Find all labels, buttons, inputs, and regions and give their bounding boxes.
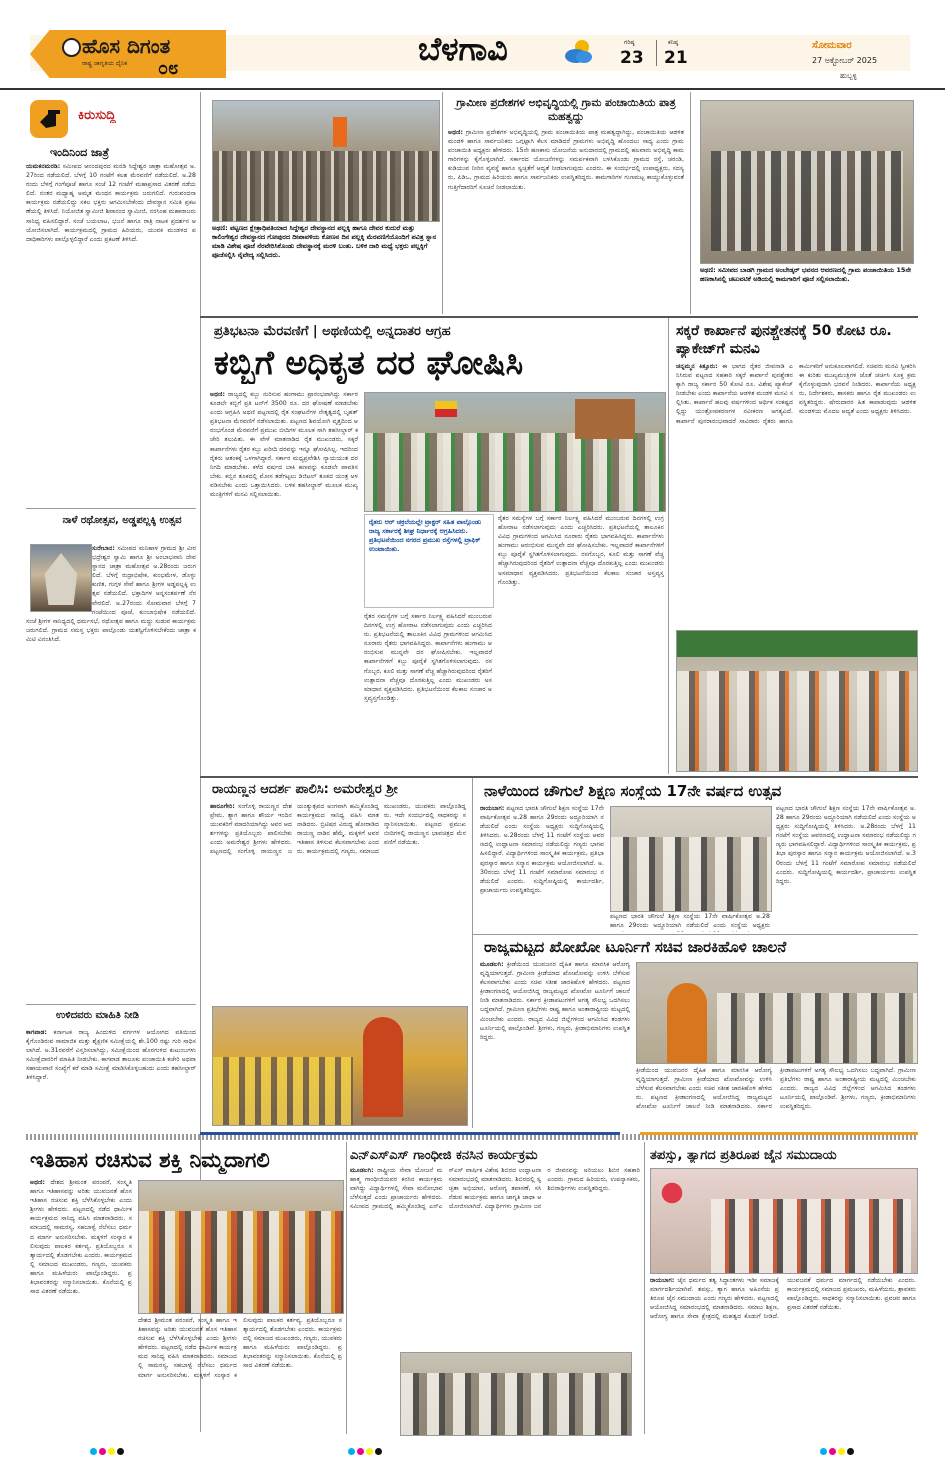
brief-dateline: ಯಮಕನಮರಡಿ: — [26, 163, 61, 170]
sugar-meeting-photo — [676, 630, 918, 772]
column-divider — [644, 1142, 645, 1434]
nss-dateline: ಮೂಡಲಗಿ: — [350, 1167, 374, 1174]
issue-date: 27 ಅಕ್ಟೋಬರ್ 2025 — [812, 56, 878, 65]
jain-title: ತಪಸ್ಸು, ತ್ಯಾಗದ ಪ್ರತಿರೂಪ ಜೈನ ಸಮುದಾಯ — [650, 1148, 837, 1163]
section-rule — [200, 776, 918, 778]
logo-tagline: ರಾಷ್ಟ್ರ ಜಾಗೃತಿಯ ದೈನಿಕ — [82, 60, 128, 67]
khokho-title: ರಾಜ್ಯಮಟ್ಟದ ಖೋಖೋ ಟೂರ್ನಿಗೆ ಸಚಿವ ಜಾರಕಿಹೊಳಿ ಚಾಲನೆ — [484, 938, 787, 956]
black-dot — [375, 1448, 382, 1455]
nss-body — [350, 1166, 640, 1346]
main-text: ರಾಜ್ಯದಲ್ಲಿ ಕಬ್ಬು ನುರಿಸುವ ಹಂಗಾಮು ಪ್ರಾರಂಭವಾಗಿದ್ದು ಸರ್ಕಾರ ಕೂಡಲೇ ಕಬ್ಬಿಗೆ ಪ್ರತಿ ಟನ್‌ಗೆ 3500 ರೂ. ದರ ಘೋಷಣೆ ಮಾಡಬೇಕು ಎಂದು ಆಗ್ರಹಿಸಿ ಅಥಣಿ ಪಟ್ಟಣದಲ್ಲಿ ರೈತ ಸಂಘಟನೆಗಳ ನೇತೃತ್ವದಲ್ಲಿ ಬೃಹತ್ ಪ್ರತಿಭಟನಾ ಮೆರವಣಿಗೆ ನಡೆಸಲಾಯಿತು. ಪಟ್ಟಣದ ಶಿವಯೋಗಿ ವೃತ್ತದಿಂದ ಆರಂಭಗೊಂಡ ಮೆರವಣಿಗೆ ಪ್ರಮುಖ ಬೀದಿಗಳ ಮೂಲಕ ಸಾಗಿ ತಹಸೀಲ್ದಾರ್ ಕಚೇರಿ ತಲುಪಿತು. ಈ ವೇಳೆ ಮಾತನಾಡಿದ ರೈತ ಮುಖಂಡರು, ಸಕ್ಕರೆ ಕಾರ್ಖಾನೆಗಳು ರೈತರ ಕಬ್ಬು ಖರೀದಿ ದರವನ್ನು ಇನ್ನೂ ಘೋಷಿಸಿಲ್ಲ. ಇದರಿಂದ ರೈತರು ಆತಂಕಕ್ಕೆ ಒಳಗಾಗಿದ್ದಾರೆ. ಸರ್ಕಾರ ಮಧ್ಯಪ್ರವೇಶಿಸಿ ನ್ಯಾಯಯುತ ದರ ನಿಗದಿ ಮಾಡಬೇಕು. ಕಳೆದ ವರ್ಷದ ಬಾಕಿ ಹಣವನ್ನು ಕೂಡಲೇ ಪಾವತಿಸಬೇಕು. ಕಬ್ಬಿನ ತೂಕದಲ್ಲಿ ಮೋಸ ತಡೆಗಟ್ಟಲು ಡಿಜಿಟಲ್ ತೂಕದ ಯಂತ್ರ ಅಳವಡಿಸಬೇಕು ಎಂದು ಒತ್ತಾಯಿಸಿದರು. ಬಳಿಕ ತಹಸೀಲ್ದಾರ್ ಮೂಲಕ ಮುಖ್ಯಮಂತ್ರಿಗಳಿಗೆ ಮನವಿ ಸಲ್ಲಿಸಲಾಯಿತು. — [210, 391, 358, 499]
brief-title: ಇಂದಿನಿಂದ ಜಾತ್ರೆ — [50, 146, 110, 159]
sugar-dateline: ಚನ್ನಮ್ಮನ ಕಿತ್ತೂರು: — [676, 363, 718, 370]
column-divider — [346, 1142, 347, 1434]
bottom-accent-left — [200, 1132, 620, 1135]
chougule-body-under — [610, 912, 770, 932]
itihasa-text: ದೇಶದ ಶ್ರೀಮಂತ ಪರಂಪರೆ, ಸಂಸ್ಕೃತಿ ಹಾಗೂ ಇತಿಹಾಸವನ್ನು ಅರಿತು ಯುವಜನತೆ ಹೊಸ ಇತಿಹಾಸ ರಚಿಸುವ ಶಕ್ತಿ ಬೆಳೆಸಿಕೊಳ್ಳಬೇಕು ಎಂದು ಶ್ರೀಗಳು ಹೇಳಿದರು. ಪಟ್ಟಣದಲ್ಲಿ ನಡೆದ ಧಾರ್ಮಿಕ ಕಾರ್ಯಕ್ರಮದ ಸಾನಿಧ್ಯ ವಹಿಸಿ ಮಾತನಾಡಿದರು. ಸಮಾಜದಲ್ಲಿ ಸಾಮರಸ್ಯ, ಸಹಬಾಳ್ವೆ ನೆಲೆಸಲು ಧರ್ಮದ ಮಾರ್ಗ ಅನುಸರಿಸಬೇಕು. ಮಕ್ಕಳಿಗೆ ಸಂಸ್ಕಾರ ಕಲಿಸುವುದು ಪಾಲಕರ ಕರ್ತವ್ಯ. ಪ್ರತಿಯೊಬ್ಬರೂ ಸತ್ಕಾರ್ಯದಲ್ಲಿ ತೊಡಗಬೇಕು ಎಂದರು. ಕಾರ್ಯಕ್ರಮದಲ್ಲಿ ಸಮಾಜದ ಮುಖಂಡರು, ಗಣ್ಯರು, ಯುವಕರು ಹಾಗೂ ಮಹಿಳೆಯರು ಪಾಲ್ಗೊಂಡಿದ್ದರು. ಪ್ರತಿಭಾವಂತರನ್ನು ಸನ್ಮಾನಿಸಲಾಯಿತು. ಕೊನೆಯಲ್ಲಿ ಪ್ರಸಾದ ವಿತರಣೆ ನಡೆಯಿತು. — [138, 1317, 342, 1379]
print-registration-dots — [348, 1440, 384, 1459]
flag-shape — [435, 401, 457, 417]
yellow-dot — [108, 1448, 115, 1455]
nss-text: ರಾಷ್ಟ್ರೀಯ ಸೇವಾ ಯೋಜನೆ ಮಹಾತ್ಮ ಗಾಂಧೀಜಿಯವರ ಕನಸಿನ ಕಾರ್ಯಕ್ರಮವಾಗಿದ್ದು ವಿದ್ಯಾರ್ಥಿಗಳಲ್ಲಿ ಸೇವಾ ಮನೋಭಾವ ಬೆಳೆಸುತ್ತದೆ ಎಂದು ಪ್ರಾಚಾರ್ಯರು ಹೇಳಿದರು. ಸಮೀಪದ ಗ್ರಾಮದಲ್ಲಿ ಹಮ್ಮಿಕೊಂಡಿದ್ದ ಎನ್‌ಎಸ್‌ಎಸ್ ವಾರ್ಷಿಕ ವಿಶೇಷ ಶಿಬಿರದ ಉದ್ಘಾಟನಾ ಸಮಾರಂಭದಲ್ಲಿ ಮಾತನಾಡಿದರು. ಶಿಬಿರದಲ್ಲಿ ಸ್ವಚ್ಛತಾ ಅಭಿಯಾನ, ಆರೋಗ್ಯ ತಪಾಸಣೆ, ಸಸಿ ನೆಡುವ ಕಾರ್ಯಕ್ರಮ ಹಾಗೂ ಜಾಗೃತಿ ಜಾಥಾ ಆಯೋಜಿಸಲಾಗಿದೆ. ವಿದ್ಯಾರ್ಥಿಗಳು ಗ್ರಾಮೀಣ ಜನರ ಜೀವನವನ್ನು ಅರಿಯಲು ಶಿಬಿರ ಸಹಕಾರಿ ಎಂದರು. ಗ್ರಾಮದ ಹಿರಿಯರು, ಉಪನ್ಯಾಸಕರು, ಶಿಬಿರಾರ್ಥಿಗಳು ಉಪಸ್ಥಿತರಿದ್ದರು. — [350, 1167, 640, 1211]
cyan-dot — [90, 1448, 97, 1455]
farmers-protest-photo — [364, 392, 666, 512]
procession-photo — [212, 100, 440, 222]
stage-banner-shape — [677, 631, 917, 657]
swamiji-shape — [667, 983, 707, 1063]
jain-text: ಜೈನ ಧರ್ಮದ ತತ್ವ ಸಿದ್ಧಾಂತಗಳು ಇಡೀ ಸಮಾಜಕ್ಕೆ ಮಾರ್ಗದರ್ಶಿಯಾಗಿವೆ. ತಪಸ್ಸು, ತ್ಯಾಗ ಹಾಗೂ ಅಹಿಂಸೆಯ ಪ್ರತಿರೂಪ ಜೈನ ಸಮುದಾಯ ಎಂದು ಗಣ್ಯರು ಹೇಳಿದರು. ಪಟ್ಟಣದಲ್ಲಿ ಆಯೋಜಿಸಿದ್ದ ಸಮಾರಂಭದಲ್ಲಿ ಮಾತನಾಡಿದರು. ಸಮಾಜ ಶಿಕ್ಷಣ, ಆರೋಗ್ಯ ಹಾಗೂ ಸೇವಾ ಕ್ಷೇತ್ರದಲ್ಲಿ ಮಹತ್ವದ ಕೊಡುಗೆ ನೀಡಿದೆ. ಯುವಜನತೆ ಧರ್ಮದ ಮಾರ್ಗದಲ್ಲಿ ನಡೆಯಬೇಕು ಎಂದರು. ಕಾರ್ಯಕ್ರಮದಲ್ಲಿ ಸಮಾಜದ ಪ್ರಮುಖರು, ಮಹಿಳೆಯರು, ಶ್ರಾವಕರು ಪಾಲ್ಗೊಂಡಿದ್ದರು. ಸಾಧಕರನ್ನು ಸನ್ಮಾನಿಸಲಾಯಿತು. ಪ್ರವಚನ ಹಾಗೂ ಪ್ರಸಾದ ವಿತರಣೆ ನಡೆಯಿತು. — [650, 1277, 916, 1321]
gram-text: ಗ್ರಾಮೀಣ ಪ್ರದೇಶಗಳ ಅಭಿವೃದ್ಧಿಯಲ್ಲಿ ಗ್ರಾಮ ಪಂಚಾಯಿತಿಯ ಪಾತ್ರ ಮಹತ್ವದ್ದಾಗಿದ್ದು, ಪಂಚಾಯಿತಿಯ ಆಡಳಿತ ಮಂಡಳಿ ಹಾಗೂ ಸಾರ್ವಜನಿಕರು ಒಗ್ಗಟ್ಟಾಗಿ ಕೆಲಸ ಮಾಡಿದರೆ ಗ್ರಾಮಗಳು ಅಭಿವೃದ್ಧಿ ಹೊಂದಲು ಸಾಧ್ಯ ಎಂದು ಗ್ರಾಮ ಪಂಚಾಯಿತಿ ಅಧ್ಯಕ್ಷರು ಹೇಳಿದರು. 15ನೇ ಹಣಕಾಸು ಯೋಜನೆಯ ಅನುದಾನದಲ್ಲಿ ಗ್ರಾಮದಲ್ಲಿ ಹಲವಾರು ಅಭಿವೃದ್ಧಿ ಕಾಮಗಾರಿಗಳನ್ನು ಕೈಗೊಳ್ಳಲಾಗಿದೆ. ಸರ್ಕಾರದ ಯೋಜನೆಗಳನ್ನು ಸಮರ್ಪಕವಾಗಿ ಬಳಸಿಕೊಂಡು ಗ್ರಾಮದ ರಸ್ತೆ, ಚರಂಡಿ, ಕುಡಿಯುವ ನೀರಿನ ವ್ಯವಸ್ಥೆ ಹಾಗೂ ಸ್ವಚ್ಛತೆಗೆ ಆದ್ಯತೆ ನೀಡಲಾಗುವುದು ಎಂದರು. ಈ ಸಂದರ್ಭದಲ್ಲಿ ಉಪಾಧ್ಯಕ್ಷರು, ಸದಸ್ಯರು, ಪಿಡಿಒ, ಗ್ರಾಮದ ಹಿರಿಯರು ಹಾಗೂ ಸಾರ್ವಜನಿಕರು ಉಪಸ್ಥಿತರಿದ್ದರು. ಕಾಮಗಾರಿಗಳ ಗುಣಮಟ್ಟ ಕಾಯ್ದುಕೊಳ್ಳುವಂತೆ ಗುತ್ತಿಗೆದಾರರಿಗೆ ಸೂಚನೆ ನೀಡಲಾಯಿತು. — [448, 129, 684, 191]
khokho-inauguration-photo — [636, 962, 918, 1064]
rayanna-body — [210, 802, 466, 1002]
edition-name: ಹುಬ್ಬಳ್ಳಿ — [840, 72, 857, 80]
press-people-shape — [611, 837, 771, 911]
brief-text: ಸಮೀಪದ ಮನಿಹಾಳ ಗ್ರಾಮದ ಶ್ರೀ ವೀರಭದ್ರೇಶ್ವರ ಸ್ವಾಮಿ ಹಾಗೂ ಶ್ರೀ ಅಂಬಾಭವಾನಿ ದೇವಸ್ಥಾನದ ಜಾತ್ರಾ ಮಹೋತ್ಸವ ಅ.28ರಂದು ಜರುಗಲಿದೆ. ಬೆಳಗ್ಗೆ ರುದ್ರಾಭಿಷೇಕ, ಕುಂಭಮೇಳ, ಡೊಳ್ಳು ಕುಣಿತ, ಗುಗ್ಗಳ ಸೇವೆ ಹಾಗೂ ಶ್ರೀಗಳ ಅಡ್ಡಪಲ್ಲಕ್ಕಿ ಉತ್ಸವ ನಡೆಯಲಿದೆ. ಭಕ್ತಾದಿಗಳ ಅನ್ನಸಂತರ್ಪಣೆ ನೆರವೇರಲಿದೆ. ಅ.27ರಂದು ಸೋಮವಾರ ಬೆಳಗ್ಗೆ 7 ಗಂಟೆಯಿಂದ ಪೂಜೆ, ಕುಂಬಾಭಿಷೇಕ ನಡೆಯಲಿದೆ. ಸಂಜೆ ಶ್ರೀಗಳ ಸಾನಿಧ್ಯದಲ್ಲಿ ಧರ್ಮಸಭೆ, ರಥೋತ್ಸವ ಹಾಗೂ ಮದ್ದು ಸುಡುವ ಕಾರ್ಯಕ್ರಮ ಜರುಗಲಿದೆ. ಗ್ರಾಮದ ಸಮಸ್ತ ಭಕ್ತರು ಪಾಲ್ಗೊಂಡು ಯಶಸ್ವಿಗೊಳಿಸಬೇಕೆಂದು ಜಾತ್ರಾ ಕಮಿಟಿ ವಿನಂತಿಸಿದೆ. — [26, 545, 196, 643]
audience-shape — [213, 1057, 353, 1125]
temp-divider — [656, 40, 657, 66]
black-dot — [847, 1448, 854, 1455]
page-number: ೦೮ — [158, 58, 179, 79]
jain-body — [650, 1276, 916, 1432]
chougule-body-left — [480, 804, 604, 932]
participants-shape — [401, 1373, 631, 1435]
itihasa-body-col1 — [30, 1178, 132, 1428]
panchayat-photo — [700, 100, 914, 264]
main-text: ರೈತರ ಸಮಸ್ಯೆಗಳ ಬಗ್ಗೆ ಸರ್ಕಾರ ನಿರ್ಲಕ್ಷ್ಯ ವಹಿಸಿದರೆ ಮುಂಬರುವ ದಿನಗಳಲ್ಲಿ ಉಗ್ರ ಹೋರಾಟ ನಡೆಸಲಾಗುವುದು ಎಂದು ಎಚ್ಚರಿಸಿದರು. ಪ್ರತಿಭಟನೆಯಲ್ಲಿ ತಾಲೂಕಿನ ವಿವಿಧ ಗ್ರಾಮಗಳಿಂದ ಆಗಮಿಸಿದ ನೂರಾರು ರೈತರು ಭಾಗವಹಿಸಿದ್ದರು. ಕಾರ್ಖಾನೆಗಳು ಹಂಗಾಮು ಆರಂಭಿಸುವ ಮುನ್ನವೇ ದರ ಘೋಷಿಸಬೇಕು. ಇಲ್ಲವಾದರೆ ಕಾರ್ಖಾನೆಗಳಿಗೆ ಕಬ್ಬು ಪೂರೈಕೆ ಸ್ಥಗಿತಗೊಳಿಸಲಾಗುವುದು. ರಸಗೊಬ್ಬರ, ಕೂಲಿ ಮತ್ತು ಸಾಗಣೆ ವೆಚ್ಚ ಹೆಚ್ಚಾಗಿರುವುದರಿಂದ ರೈತರಿಗೆ ಉತ್ಪಾದನಾ ವೆಚ್ಚವೂ ದೊರಕುತ್ತಿಲ್ಲ ಎಂದು ಮುಖಂಡರು ಅಸಮಾಧಾನ ವ್ಯಕ್ತಪಡಿಸಿದರು. ಪ್ರತಿಭಟನೆಯಿಂದ ಕೆಲಕಾಲ ಸಂಚಾರ ಅಸ್ತವ್ಯಸ್ತಗೊಂಡಿತ್ತು. — [498, 515, 664, 586]
gram-body — [448, 128, 684, 308]
balloons-shape — [657, 1173, 687, 1213]
brief-divider — [26, 508, 196, 509]
gram-title — [448, 96, 684, 124]
kirusuddi-header: ಕಿರುಸುದ್ದಿ — [78, 108, 116, 123]
sugar-body — [676, 362, 916, 626]
section-title: ಬೆಳಗಾವಿ — [418, 30, 508, 68]
chougule-dateline: ರಾಯಬಾಗ: — [480, 805, 505, 812]
khokho-body-left — [480, 960, 630, 1124]
itihasa-group-photo — [138, 1180, 344, 1314]
main-body-col2 — [498, 514, 664, 768]
logo-emblem-icon — [62, 38, 81, 57]
chougule-text: ಪಟ್ಟಣದ ಭಾರತಿ ಚೌಗುಲೆ ಶಿಕ್ಷಣ ಸಂಸ್ಥೆಯ 17ನೇ ವಾರ್ಷಿಕೋತ್ಸವ ಅ.28 ಹಾಗೂ 29ರಂದು ಅದ್ದೂರಿಯಾಗಿ ನಡೆಯಲಿದೆ ಎಂದು ಸಂಸ್ಥೆಯ ಅಧ್ಯಕ್ಷರು — [610, 913, 770, 930]
group-shape — [139, 1211, 343, 1313]
tractor-shape — [575, 399, 635, 439]
cyan-dot — [348, 1448, 355, 1455]
chougule-text: ಪಟ್ಟಣದ ಭಾರತಿ ಚೌಗುಲೆ ಶಿಕ್ಷಣ ಸಂಸ್ಥೆಯ 17ನೇ ವಾರ್ಷಿಕೋತ್ಸವ ಅ.28 ಹಾಗೂ 29ರಂದು ಅದ್ದೂರಿಯಾಗಿ ನಡೆಯಲಿದೆ ಎಂದು ಸಂಸ್ಥೆಯ ಅಧ್ಯಕ್ಷರು ಸುದ್ದಿಗೋಷ್ಠಿಯಲ್ಲಿ ತಿಳಿಸಿದರು. ಅ.28ರಂದು ಬೆಳಗ್ಗೆ 11 ಗಂಟೆಗೆ ಸಂಸ್ಥೆಯ ಆವರಣದಲ್ಲಿ ಉದ್ಘಾಟನಾ ಸಮಾರಂಭ ನಡೆಯಲಿದ್ದು ಗಣ್ಯರು ಭಾಗವಹಿಸಲಿದ್ದಾರೆ. ವಿದ್ಯಾರ್ಥಿಗಳಿಂದ ಸಾಂಸ್ಕೃತಿಕ ಕಾರ್ಯಕ್ರಮ, ಪ್ರತಿಭಾ ಪುರಸ್ಕಾರ ಹಾಗೂ ಸನ್ಮಾನ ಕಾರ್ಯಕ್ರಮ ಆಯೋಜಿಸಲಾಗಿದೆ. ಅ.30ರಂದು ಬೆಳಗ್ಗೆ 11 ಗಂಟೆಗೆ ಸಮಾರೋಪ ಸಮಾರಂಭ ನಡೆಯಲಿದೆ ಎಂದರು. ಸುದ್ದಿಗೋಷ್ಠಿಯಲ್ಲಿ ಕಾರ್ಯದರ್ಶಿ, ಪ್ರಾಚಾರ್ಯರು ಉಪಸ್ಥಿತರಿದ್ದರು. — [480, 805, 604, 894]
protest-photo-caption — [364, 514, 494, 608]
farmers-crowd-shape — [365, 433, 665, 511]
column-divider — [442, 92, 443, 314]
sun-cloud-icon — [562, 36, 596, 66]
swamiji-shape — [363, 1017, 403, 1117]
main-dateline: ಅಥಣಿ: — [210, 391, 225, 398]
temp-min-label: ಕನಿಷ್ಠ — [668, 39, 679, 46]
sugar-title-text: ಸಕ್ಕರೆ ಕಾರ್ಖಾನೆ ಪುನಶ್ಚೇತನಕ್ಕೆ 50 ಕೋಟಿ ರೂ. ಪ್ಯಾಕೇಜ್‌ಗೆ ಮನವಿ — [676, 323, 892, 357]
column-divider — [690, 92, 691, 314]
itihasa-dateline: ಅಥಣಿ: — [30, 1179, 45, 1186]
itihasa-text: ದೇಶದ ಶ್ರೀಮಂತ ಪರಂಪರೆ, ಸಂಸ್ಕೃತಿ ಹಾಗೂ ಇತಿಹಾಸವನ್ನು ಅರಿತು ಯುವಜನತೆ ಹೊಸ ಇತಿಹಾಸ ರಚಿಸುವ ಶಕ್ತಿ ಬೆಳೆಸಿಕೊಳ್ಳಬೇಕು ಎಂದು ಶ್ರೀಗಳು ಹೇಳಿದರು. ಪಟ್ಟಣದಲ್ಲಿ ನಡೆದ ಧಾರ್ಮಿಕ ಕಾರ್ಯಕ್ರಮದ ಸಾನಿಧ್ಯ ವಹಿಸಿ ಮಾತನಾಡಿದರು. ಸಮಾಜದಲ್ಲಿ ಸಾಮರಸ್ಯ, ಸಹಬಾಳ್ವೆ ನೆಲೆಸಲು ಧರ್ಮದ ಮಾರ್ಗ ಅನುಸರಿಸಬೇಕು. ಮಕ್ಕಳಿಗೆ ಸಂಸ್ಕಾರ ಕಲಿಸುವುದು ಪಾಲಕರ ಕರ್ತವ್ಯ. ಪ್ರತಿಯೊಬ್ಬರೂ ಸತ್ಕಾರ್ಯದಲ್ಲಿ ತೊಡಗಬೇಕು ಎಂದರು. ಕಾರ್ಯಕ್ರಮದಲ್ಲಿ ಸಮಾಜದ ಮುಖಂಡರು, ಗಣ್ಯರು, ಯುವಕರು ಹಾಗೂ ಮಹಿಳೆಯರು ಪಾಲ್ಗೊಂಡಿದ್ದರು. ಪ್ರತಿಭಾವಂತರನ್ನು ಸನ್ಮಾನಿಸಲಾಯಿತು. ಕೊನೆಯಲ್ಲಿ ಪ್ರಸಾದ ವಿತರಣೆ ನಡೆಯಿತು. — [30, 1179, 132, 1296]
column-divider — [472, 778, 473, 1128]
panchayat-caption: ಅಥಣಿ: ಸಮೀಪದ ಬಾಡಗಿ ಗ್ರಾಮದ ಅಂಬೇಡ್ಕರ್ ಭವನದ ಆವರಣದಲ್ಲಿ ಗ್ರಾಮ ಪಂಚಾಯಿತಿಯ 15ನೇ ಹಣಕಾಸಿನಲ್ಲಿ ಚಟುವಟಿಕೆ ಅಡಿಯಲ್ಲಿ ಕಾಮಗಾರಿಗೆ ಪೂಜೆ ಸಲ್ಲಿಸಲಾಯಿತು. — [700, 266, 912, 283]
main-text: ರೈತರ ಸಮಸ್ಯೆಗಳ ಬಗ್ಗೆ ಸರ್ಕಾರ ನಿರ್ಲಕ್ಷ್ಯ ವಹಿಸಿದರೆ ಮುಂಬರುವ ದಿನಗಳಲ್ಲಿ ಉಗ್ರ ಹೋರಾಟ ನಡೆಸಲಾಗುವುದು ಎಂದು ಎಚ್ಚರಿಸಿದರು. ಪ್ರತಿಭಟನೆಯಲ್ಲಿ ತಾಲೂಕಿನ ವಿವಿಧ ಗ್ರಾಮಗಳಿಂದ ಆಗಮಿಸಿದ ನೂರಾರು ರೈತರು ಭಾಗವಹಿಸಿದ್ದರು. ಕಾರ್ಖಾನೆಗಳು ಹಂಗಾಮು ಆರಂಭಿಸುವ ಮುನ್ನವೇ ದರ ಘೋಷಿಸಬೇಕು. ಇಲ್ಲವಾದರೆ ಕಾರ್ಖಾನೆಗಳಿಗೆ ಕಬ್ಬು ಪೂರೈಕೆ ಸ್ಥಗಿತಗೊಳಿಸಲಾಗುವುದು. ರಸಗೊಬ್ಬರ, ಕೂಲಿ ಮತ್ತು ಸಾಗಣೆ ವೆಚ್ಚ ಹೆಚ್ಚಾಗಿರುವುದರಿಂದ ರೈತರಿಗೆ ಉತ್ಪಾದನಾ ವೆಚ್ಚವೂ ದೊರಕುತ್ತಿಲ್ಲ ಎಂದು ಮುಖಂಡರು ಅಸಮಾಧಾನ ವ್ಯಕ್ತಪಡಿಸಿದರು. ಪ್ರತಿಭಟನೆಯಿಂದ ಕೆಲಕಾಲ ಸಂಚಾರ ಅಸ್ತವ್ಯಸ್ತಗೊಂಡಿತ್ತು. — [364, 613, 492, 702]
logo-text: ಹೊಸ ದಿಗಂತ — [82, 34, 171, 58]
rayanna-event-photo — [212, 1006, 468, 1126]
kirusuddi-icon — [30, 100, 68, 138]
group-shape — [711, 151, 903, 251]
nss-title: ಎನ್‌ಎಸ್‌ಎಸ್ ಗಾಂಧೀಜಿ ಕನಸಿನ ಕಾರ್ಯಕ್ರಮ — [350, 1148, 538, 1163]
chougule-title: ನಾಳೆಯಿಂದ ಚೌಗುಲೆ ಶಿಕ್ಷಣ ಸಂಸ್ಥೆಯ 17ನೇ ವರ್ಷದ ಉತ್ಸವ — [484, 782, 782, 800]
dignitaries-shape — [717, 993, 917, 1063]
magenta-dot — [829, 1448, 836, 1455]
khokho-body-right — [636, 1066, 916, 1124]
main-body-col1 — [210, 390, 358, 768]
weather-icon — [562, 36, 596, 66]
chougule-press-photo — [610, 806, 772, 912]
section-rule — [200, 316, 918, 318]
brief-text: ಸಮೀಪದ ಆನಂದಪುರದ ಮರಡಿ ಸಿದ್ದೇಶ್ವರ ಜಾತ್ರಾ ಮಹೋತ್ಸವ ಅ.27ರಿಂದ ನಡೆಯಲಿದೆ. ಬೆಳಗ್ಗೆ 10 ಗಂಟೆಗೆ ಕಲಶ ಮೆರವಣಿಗೆ ನಡೆಯಲಿದೆ. ಅ.28 ರಂದು ಬೆಳಗ್ಗೆ ಗಂಗೆಪೂಜೆ ಹಾಗೂ ಸಂಜೆ 12 ಗಂಟೆಗೆ ಮಹಾಪ್ರಸಾದ ವಿತರಣೆ ನಡೆಯಲಿದೆ. ನಂತರ ಮಧ್ಯಾಹ್ನ ಅಮೃತ ಮಂಥನ ಕಾರ್ಯಕ್ರಮ ಜರುಗಲಿದೆ. ಗುರುವಂದನಾ ಕಾರ್ಯಕ್ರಮ ನಡೆಯಲಿದ್ದು ಸಕಲ ಭಕ್ತರು ಆಗಮಿಸಬೇಕೆಂದು ದೇವಸ್ಥಾನ ಸಮಿತಿ ಪ್ರಕಟಣೆಯಲ್ಲಿ ತಿಳಿಸಿದೆ. ನಿಯೋಜಿತ ಸ್ವಾಮೀಜಿ ಶಿವಾನಂದ ಸ್ವಾಮೀಜಿ, ನರಸಿಂಹ ಮಹಾರಾಜರು ಸಾನಿಧ್ಯ ವಹಿಸಲಿದ್ದಾರೆ. ಸಂಜೆ ಬಯಲಾಟ, ಭಜನೆ ಹಾಗೂ ರಾತ್ರಿ ನಾಟಕ ಪ್ರದರ್ಶನ ಆಯೋಜಿಸಲಾಗಿದೆ. ಕಾರ್ಯಕ್ರಮದಲ್ಲಿ ಗ್ರಾಮದ ಹಿರಿಯರು, ಯುವಕ ಮಂಡಳದ ಪದಾಧಿಕಾರಿಗಳು ಪಾಲ್ಗೊಳ್ಳಲಿದ್ದಾರೆ ಎಂದು ಪ್ರಕಟಣೆ ತಿಳಿಸಿದೆ. — [26, 163, 196, 243]
cyan-dot — [820, 1448, 827, 1455]
brief-dateline: ಕಾಗವಾಡ: — [26, 1029, 47, 1036]
masthead — [0, 0, 945, 90]
flag-shape — [333, 117, 347, 147]
jain-dateline: ರಾಯಬಾಗ: — [650, 1277, 675, 1284]
print-registration-dots — [820, 1440, 856, 1459]
magenta-dot — [357, 1448, 364, 1455]
chougule-text: ಪಟ್ಟಣದ ಭಾರತಿ ಚೌಗುಲೆ ಶಿಕ್ಷಣ ಸಂಸ್ಥೆಯ 17ನೇ ವಾರ್ಷಿಕೋತ್ಸವ ಅ.28 ಹಾಗೂ 29ರಂದು ಅದ್ದೂರಿಯಾಗಿ ನಡೆಯಲಿದೆ ಎಂದು ಸಂಸ್ಥೆಯ ಅಧ್ಯಕ್ಷರು ಸುದ್ದಿಗೋಷ್ಠಿಯಲ್ಲಿ ತಿಳಿಸಿದರು. ಅ.28ರಂದು ಬೆಳಗ್ಗೆ 11 ಗಂಟೆಗೆ ಸಂಸ್ಥೆಯ ಆವರಣದಲ್ಲಿ ಉದ್ಘಾಟನಾ ಸಮಾರಂಭ ನಡೆಯಲಿದ್ದು ಗಣ್ಯರು ಭಾಗವಹಿಸಲಿದ್ದಾರೆ. ವಿದ್ಯಾರ್ಥಿಗಳಿಂದ ಸಾಂಸ್ಕೃತಿಕ ಕಾರ್ಯಕ್ರಮ, ಪ್ರತಿಭಾ ಪುರಸ್ಕಾರ ಹಾಗೂ ಸನ್ಮಾನ ಕಾರ್ಯಕ್ರಮ ಆಯೋಜಿಸಲಾಗಿದೆ. ಅ.30ರಂದು ಬೆಳಗ್ಗೆ 11 ಗಂಟೆಗೆ ಸಮಾರೋಪ ಸಮಾರಂಭ ನಡೆಯಲಿದೆ ಎಂದರು. ಸುದ್ದಿಗೋಷ್ಠಿಯಲ್ಲಿ ಕಾರ್ಯದರ್ಶಿ, ಪ್ರಾಚಾರ್ಯರು ಉಪಸ್ಥಿತರಿದ್ದರು. — [776, 805, 916, 885]
procession-caption: ಅಥಣಿ: ಪಟ್ಟಣದ ಕ್ಷೇತ್ರಾಧಿಪತಿಯಾದ ಸಿದ್ದೇಶ್ವರ ದೇವಸ್ಥಾನದ ಪಲ್ಲಕ್ಕಿ ಹಾಗೂ ದೇವರ ಕುದುರೆ ಮತ್ತು ಕಾಲಿಂಗೇಶ್ವರ ದೇವಸ್ಥಾನದ ಗೋಪುರದ ದೀಪಾವಳಿಯ ಕೋಣನ ದಿನ ಪಲ್ಲಕ್ಕಿ ಮೆರವಣಿಗೆಯೊಂದಿಗೆ ಪವಿತ್ರ ಸ್ನಾನ ಮಾಡಿ ವಿಶೇಷ ಪೂಜೆ ನೆರವೇರಿಸಿಕೊಂಡು ದೇವಸ್ಥಾನಕ್ಕೆ ಮರಳಿ ಬಂತು. ಬಳಿಕ ದಾರಿ ಮಧ್ಯೆ ಭಕ್ತರು ಪಲ್ಲಕ್ಕಿಗೆ ಪೂಜೆಸಲ್ಲಿಸಿ ನೈವೇದ್ಯ ಸಲ್ಲಿಸಿದರು. — [212, 224, 437, 259]
photo-float-spacer — [26, 544, 92, 612]
brief-body — [26, 544, 196, 998]
yellow-dot — [366, 1448, 373, 1455]
pointing-hand-icon — [30, 100, 68, 138]
chougule-body-right — [776, 804, 916, 932]
magenta-dot — [99, 1448, 106, 1455]
print-registration-dots — [90, 1440, 126, 1459]
rayanna-text: ಸಂಗೊಳ್ಳಿ ರಾಯಣ್ಣನ ದೇಶಪ್ರೇಮ, ತ್ಯಾಗ ಹಾಗೂ ಶೌರ್ಯ ಇಂದಿನ ಯುವಕರಿಗೆ ಮಾದರಿಯಾಗಿದ್ದು ಅವರ ಆದರ್ಶಗಳನ್ನು ಪ್ರತಿಯೊಬ್ಬರು ಪಾಲಿಸಬೇಕು ಎಂದು ಅಮರೇಶ್ವರ ಶ್ರೀಗಳು ಹೇಳಿದರು. ಪಟ್ಟಣದಲ್ಲಿ ಸಂಗೊಳ್ಳಿ ರಾಯಣ್ಣನ ಜಯಂತ್ಯುತ್ಸವದ ಅಂಗವಾಗಿ ಹಮ್ಮಿಕೊಂಡಿದ್ದ ಕಾರ್ಯಕ್ರಮದ ಸಾನಿಧ್ಯ ವಹಿಸಿ ಮಾತನಾಡಿದರು. ಬ್ರಿಟಿಷರ ವಿರುದ್ಧ ಹೋರಾಡಿದ ರಾಯಣ್ಣ ನಾಡಿನ ಹೆಮ್ಮೆ. ಮಕ್ಕಳಿಗೆ ಅವರ ಇತಿಹಾಸ ತಿಳಿಸುವ ಕೆಲಸವಾಗಬೇಕು ಎಂದರು. ಕಾರ್ಯಕ್ರಮದಲ್ಲಿ ಗಣ್ಯರು, ಸಮಾಜದ ಮುಖಂಡರು, ಯುವಕರು ಪಾಲ್ಗೊಂಡಿದ್ದರು. ಇದೇ ಸಂದರ್ಭದಲ್ಲಿ ಸಾಧಕರನ್ನು ಸನ್ಮಾನಿಸಲಾಯಿತು. ಪಟ್ಟಣದ ಪ್ರಮುಖ ಬೀದಿಗಳಲ್ಲಿ ರಾಯಣ್ಣನ ಭಾವಚಿತ್ರದ ಮೆರವಣಿಗೆ ನಡೆಯಿತು. — [210, 803, 466, 856]
gram-dateline: ಅಥಣಿ: — [448, 129, 463, 136]
sugar-text: ಈ ಭಾಗದ ರೈತರ ಜೀವನಾಡಿ ಎನಿಸಿರುವ ಪಟ್ಟಣದ ಸಹಕಾರಿ ಸಕ್ಕರೆ ಕಾರ್ಖಾನೆ ಪುನಶ್ಚೇತನಕ್ಕಾಗಿ ರಾಜ್ಯ ಸರ್ಕಾರ 50 ಕೋಟಿ ರೂ. ವಿಶೇಷ ಪ್ಯಾಕೇಜ್ ನೀಡಬೇಕು ಎಂದು ಕಾರ್ಖಾನೆಯ ಆಡಳಿತ ಮಂಡಳಿ ಮನವಿ ಸಲ್ಲಿಸಿತು. ಕಾರ್ಖಾನೆ ಹಲವು ವರ್ಷಗಳಿಂದ ಆರ್ಥಿಕ ಸಂಕಷ್ಟದಲ್ಲಿದ್ದು ಯಂತ್ರೋಪಕರಣಗಳ ನವೀಕರಣ ಅಗತ್ಯವಿದೆ. ಕಾರ್ಖಾನೆ ಪುನರಾರಂಭವಾದರೆ ಸಾವಿರಾರು ರೈತರು ಹಾಗೂ ಕಾರ್ಮಿಕರಿಗೆ ಅನುಕೂಲವಾಗಲಿದೆ. ಸಚಿವರು ಮನವಿ ಸ್ವೀಕರಿಸಿ ಈ ಕುರಿತು ಮುಖ್ಯಮಂತ್ರಿಗಳ ಜೊತೆ ಚರ್ಚಿಸಿ ಸೂಕ್ತ ಕ್ರಮ ಕೈಗೊಳ್ಳುವುದಾಗಿ ಭರವಸೆ ನೀಡಿದರು. ಕಾರ್ಖಾನೆಯ ಅಧ್ಯಕ್ಷರು, ನಿರ್ದೇಶಕರು, ಶಾಸಕರು ಹಾಗೂ ರೈತ ಮುಖಂಡರು ಉಪಸ್ಥಿತರಿದ್ದರು. ಷೇರುದಾರರ ಹಿತ ಕಾಪಾಡುವುದು ಆಡಳಿತ ಮಂಡಳಿಯ ಮೊದಲ ಆದ್ಯತೆ ಎಂದು ಅಧ್ಯಕ್ಷರು ತಿಳಿಸಿದರು. — [676, 363, 916, 425]
brief-title: ಉಳಿದವರು ಮಾಹಿತಿ ನೀಡಿ — [56, 1010, 139, 1021]
seated-people-shape — [677, 671, 917, 771]
issue-day: ಸೋಮವಾರ — [812, 40, 852, 51]
crowd-shape — [213, 151, 439, 221]
sugar-title — [676, 322, 916, 358]
rayanna-title: ರಾಯಣ್ಣನ ಆದರ್ಶ ಪಾಲಿಸಿ: ಅಮರೇಶ್ವರ ಶ್ರೀ — [212, 782, 398, 797]
temp-max-value: 23 — [620, 48, 644, 68]
black-dot — [117, 1448, 124, 1455]
section-rule — [472, 934, 918, 935]
dais-shape — [711, 1199, 911, 1273]
yellow-dot — [838, 1448, 845, 1455]
brief-divider — [26, 1004, 196, 1005]
brief-dateline: ಸುರೇಬಾನ: — [92, 545, 115, 552]
rayanna-dateline: ಹಾರೂಗೇರಿ: — [210, 803, 235, 810]
khokho-text: ಕ್ರೀಡೆಯಿಂದ ಯುವಜನರ ದೈಹಿಕ ಹಾಗೂ ಮಾನಸಿಕ ಆರೋಗ್ಯ ವೃದ್ಧಿಯಾಗುತ್ತದೆ. ಗ್ರಾಮೀಣ ಕ್ರೀಡೆಯಾದ ಖೋಖೋವನ್ನು ಉಳಿಸಿ ಬೆಳೆಸುವ ಕೆಲಸವಾಗಬೇಕು ಎಂದು ಸಚಿವ ಸತೀಶ ಜಾರಕಿಹೊಳಿ ಹೇಳಿದರು. ಪಟ್ಟಣದ ಕ್ರೀಡಾಂಗಣದಲ್ಲಿ ಆಯೋಜಿಸಿದ್ದ ರಾಜ್ಯಮಟ್ಟದ ಖೋಖೋ ಟೂರ್ನಿಗೆ ಚಾಲನೆ ನೀಡಿ ಮಾತನಾಡಿದರು. ಸರ್ಕಾರ ಕ್ರೀಡಾಪಟುಗಳಿಗೆ ಅಗತ್ಯ ಸೌಲಭ್ಯ ಒದಗಿಸಲು ಬದ್ಧವಾಗಿದೆ. ಗ್ರಾಮೀಣ ಪ್ರತಿಭೆಗಳು ರಾಷ್ಟ್ರ ಹಾಗೂ ಅಂತಾರಾಷ್ಟ್ರೀಯ ಮಟ್ಟದಲ್ಲಿ ಮಿಂಚಬೇಕು ಎಂದರು. ರಾಜ್ಯದ ವಿವಿಧ ಜಿಲ್ಲೆಗಳಿಂದ ಆಗಮಿಸಿದ ತಂಡಗಳು ಟೂರ್ನಿಯಲ್ಲಿ ಪಾಲ್ಗೊಂಡಿವೆ. ಶ್ರೀಗಳು, ಗಣ್ಯರು, ಕ್ರೀಡಾಭಿಮಾನಿಗಳು ಉಪಸ್ಥಿತರಿದ್ದರು. — [636, 1067, 916, 1111]
bottom-accent-right — [640, 1132, 918, 1135]
brief-body — [26, 162, 196, 504]
main-headline: ಕಬ್ಬಿಗೆ ಅಧಿಕೃತ ದರ ಘೋಷಿಸಿ — [214, 343, 524, 382]
brief-title — [52, 514, 192, 527]
gram-title-text: ಗ್ರಾಮೀಣ ಪ್ರದೇಶಗಳ ಅಭಿವೃದ್ಧಿಯಲ್ಲಿ ಗ್ರಾಮ ಪಂಚಾಯಿತಿಯ ಪಾತ್ರ ಮಹತ್ವದ್ದು — [456, 97, 676, 123]
column-divider — [668, 318, 669, 774]
temp-max-label: ಗರಿಷ್ಠ — [624, 39, 635, 46]
khokho-text: ಕ್ರೀಡೆಯಿಂದ ಯುವಜನರ ದೈಹಿಕ ಹಾಗೂ ಮಾನಸಿಕ ಆರೋಗ್ಯ ವೃದ್ಧಿಯಾಗುತ್ತದೆ. ಗ್ರಾಮೀಣ ಕ್ರೀಡೆಯಾದ ಖೋಖೋವನ್ನು ಉಳಿಸಿ ಬೆಳೆಸುವ ಕೆಲಸವಾಗಬೇಕು ಎಂದು ಸಚಿವ ಸತೀಶ ಜಾರಕಿಹೊಳಿ ಹೇಳಿದರು. ಪಟ್ಟಣದ ಕ್ರೀಡಾಂಗಣದಲ್ಲಿ ಆಯೋಜಿಸಿದ್ದ ರಾಜ್ಯಮಟ್ಟದ ಖೋಖೋ ಟೂರ್ನಿಗೆ ಚಾಲನೆ ನೀಡಿ ಮಾತನಾಡಿದರು. ಸರ್ಕಾರ ಕ್ರೀಡಾಪಟುಗಳಿಗೆ ಅಗತ್ಯ ಸೌಲಭ್ಯ ಒದಗಿಸಲು ಬದ್ಧವಾಗಿದೆ. ಗ್ರಾಮೀಣ ಪ್ರತಿಭೆಗಳು ರಾಷ್ಟ್ರ ಹಾಗೂ ಅಂತಾರಾಷ್ಟ್ರೀಯ ಮಟ್ಟದಲ್ಲಿ ಮಿಂಚಬೇಕು ಎಂದರು. ರಾಜ್ಯದ ವಿವಿಧ ಜಿಲ್ಲೆಗಳಿಂದ ಆಗಮಿಸಿದ ತಂಡಗಳು ಟೂರ್ನಿಯಲ್ಲಿ ಪಾಲ್ಗೊಂಡಿವೆ. ಶ್ರೀಗಳು, ಗಣ್ಯರು, ಕ್ರೀಡಾಭಿಮಾನಿಗಳು ಉಪಸ್ಥಿತರಿದ್ದರು. — [480, 961, 630, 1041]
itihasa-body-col2 — [138, 1316, 342, 1428]
jain-event-photo — [650, 1168, 918, 1274]
nss-camp-photo — [400, 1352, 632, 1436]
khokho-dateline: ಮೂಡಲಗಿ: — [480, 961, 504, 968]
main-body-col3 — [364, 612, 492, 768]
itihasa-title: ಇತಿಹಾಸ ರಚಿಸುವ ಶಕ್ತಿ ನಿಮ್ಮದಾಗಲಿ — [30, 1148, 270, 1172]
protest-caption-text: ರೈತರು ಆರ್ ಚಕ್ರಲೆಯಲ್ಲೇ ಟ್ರಾಕ್ಟರ್‌ ಸಹಿತ ಪಾಲ್ಗೊಂಡು ರಾಜ್ಯ ಸರ್ಕಾರಕ್ಕೆ ಶೀಘ್ರ ನಿರ್ಧಾರಕ್ಕೆ ಆಗ್ರಹಿಸಿದರು. ಪ್ರತಿಭಟನೆಯಿಂದ ನಗರದ ಪ್ರಮುಖ ರಸ್ತೆಗಳಲ್ಲಿ ಟ್ರಾಫಿಕ್ ಉಂಟಾಯಿತು. — [369, 518, 482, 553]
brief-title-text: ನಾಳೆ ರಥೋತ್ಸವ, ಅಡ್ಡಪಲ್ಲಕ್ಕಿ ಉತ್ಸವ — [62, 515, 182, 526]
brief-text: ಕರ್ನಾಟಕ ರಾಜ್ಯ ಹಿಂದುಳಿದ ವರ್ಗಗಳ ಆಯೋಗದ ವತಿಯಿಂದ ಕೈಗೊಂಡಿರುವ ಸಾಮಾಜಿಕ ಮತ್ತು ಶೈಕ್ಷಣಿಕ ಸಮೀಕ್ಷೆಯಲ್ಲಿ ಶೇ.100 ರಷ್ಟು ಗುರಿ ಸಾಧಿಸಲಾಗಿದೆ. ಅ.31ರವರೆಗೆ ವಿಸ್ತರಿಸಲಾಗಿದ್ದು, ಸಮೀಕ್ಷೆಯಿಂದ ಹೊರಗುಳಿದ ಕುಟುಂಬಗಳು ಸಮೀಕ್ಷೆದಾರರಿಗೆ ಮಾಹಿತಿ ನೀಡಬೇಕು. ಕಾಗವಾಡ ತಾಲೂಕು ಪಂಚಾಯಿತಿ ಕಚೇರಿ ಅಥವಾ ಸಹಾಯವಾಣಿ ಸಂಖ್ಯೆಗೆ ಕರೆ ಮಾಡಿ ಸಮೀಕ್ಷೆ ಮಾಡಿಸಿಕೊಳ್ಳಬಹುದು ಎಂದು ತಹಸೀಲ್ದಾರ್ ತಿಳಿಸಿದ್ದಾರೆ. — [26, 1029, 196, 1082]
main-kicker: ಪ್ರತಿಭಟನಾ ಮೆರವಣಿಗೆ | ಅಥಣಿಯಲ್ಲಿ ಅನ್ನದಾತರ ಆಗ್ರಹ — [214, 324, 451, 339]
temp-min-value: 21 — [664, 48, 688, 68]
